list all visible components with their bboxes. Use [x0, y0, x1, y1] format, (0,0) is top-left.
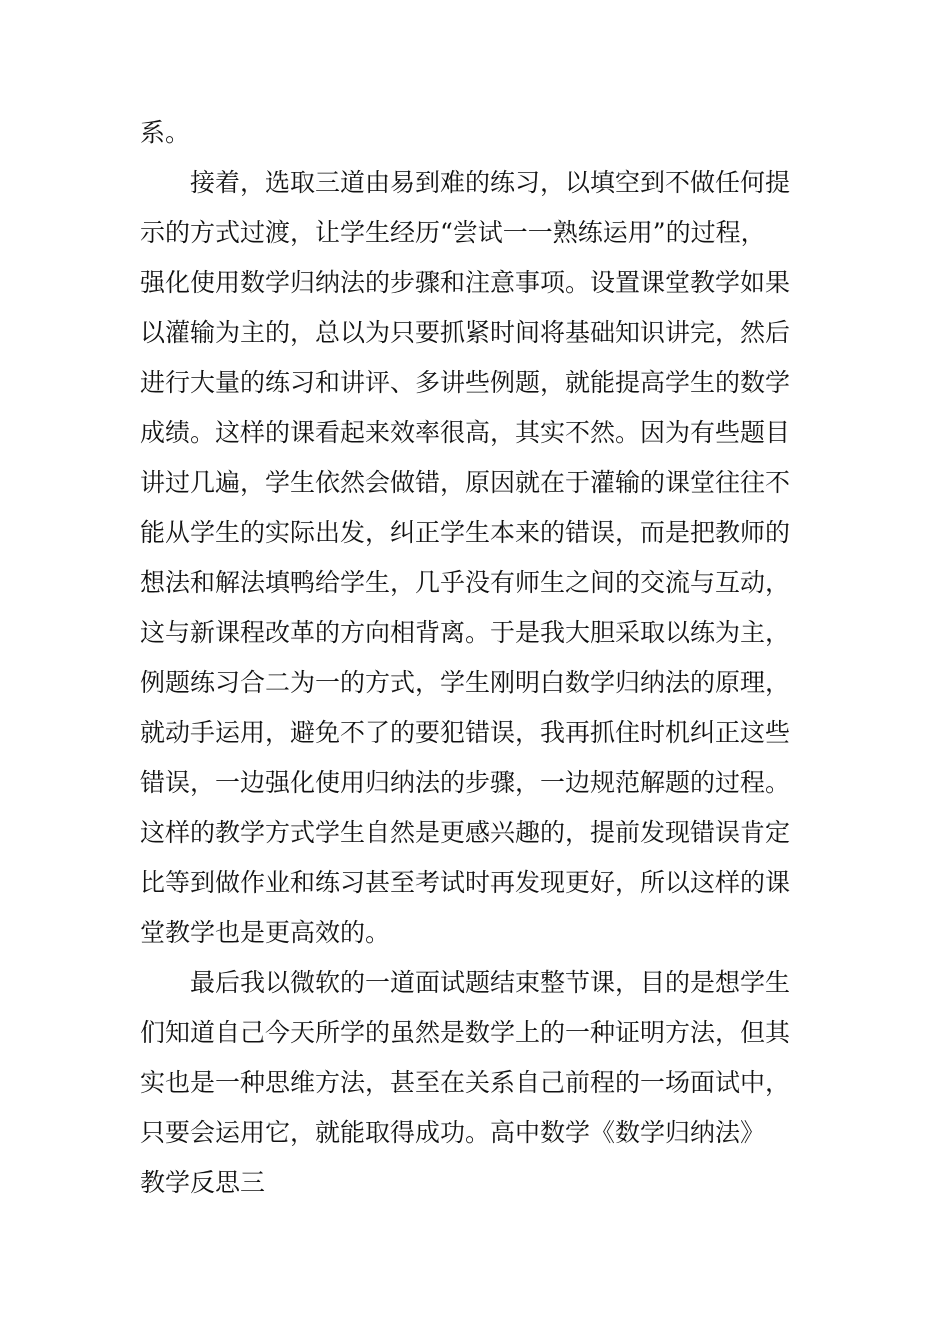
text-line: 们知道自己今天所学的虽然是数学上的一种证明方法，但其 [140, 1018, 791, 1047]
text-line: 强化使用数学归纳法的步骤和注意事项。设置课堂教学如果 [140, 268, 791, 297]
text-line: 堂教学也是更高效的。 [140, 918, 391, 947]
text-line: 这与新课程改革的方向相背离。于是我大胆采取以练为主， [140, 618, 791, 647]
text-line: 这样的教学方式学生自然是更感兴趣的，提前发现错误肯定 [140, 818, 791, 847]
text-line: 例题练习合二为一的方式，学生刚明白数学归纳法的原理， [140, 668, 791, 697]
text-line: 最后我以微软的一道面试题结束整节课，目的是想学生 [190, 968, 791, 997]
text-line: 进行大量的练习和讲评、多讲些例题，就能提高学生的数学 [140, 368, 791, 397]
body-text [140, 108, 810, 1208]
text-line: 错误，一边强化使用归纳法的步骤，一边规范解题的过程。 [140, 768, 791, 797]
text-line: 只要会运用它，就能取得成功。高中数学《数学归纳法》 [140, 1118, 766, 1147]
text-line: 实也是一种思维方法，甚至在关系自己前程的一场面试中， [140, 1068, 791, 1097]
text-line: 教学反思三 [140, 1168, 266, 1197]
text-line: 就动手运用，避免不了的要犯错误，我再抓住时机纠正这些 [140, 718, 791, 747]
text-line: 讲过几遍，学生依然会做错，原因就在于灌输的课堂往往不 [140, 468, 791, 497]
text-line: 比等到做作业和练习甚至考试时再发现更好，所以这样的课 [140, 868, 791, 897]
text-line: 想法和解法填鸭给学生，几乎没有师生之间的交流与互动， [140, 568, 791, 597]
text-line: 以灌输为主的，总以为只要抓紧时间将基础知识讲完，然后 [140, 318, 791, 347]
text-line: 能从学生的实际出发，纠正学生本来的错误，而是把教师的 [140, 518, 791, 547]
text-line: 成绩。这样的课看起来效率很高，其实不然。因为有些题目 [140, 418, 791, 447]
text-line: 系。 [140, 118, 191, 147]
text-line: 接着，选取三道由易到难的练习，以填空到不做任何提 [190, 168, 791, 197]
text-line: 示的方式过渡，让学生经历“尝试一一熟练运用”的过程， [140, 218, 766, 247]
